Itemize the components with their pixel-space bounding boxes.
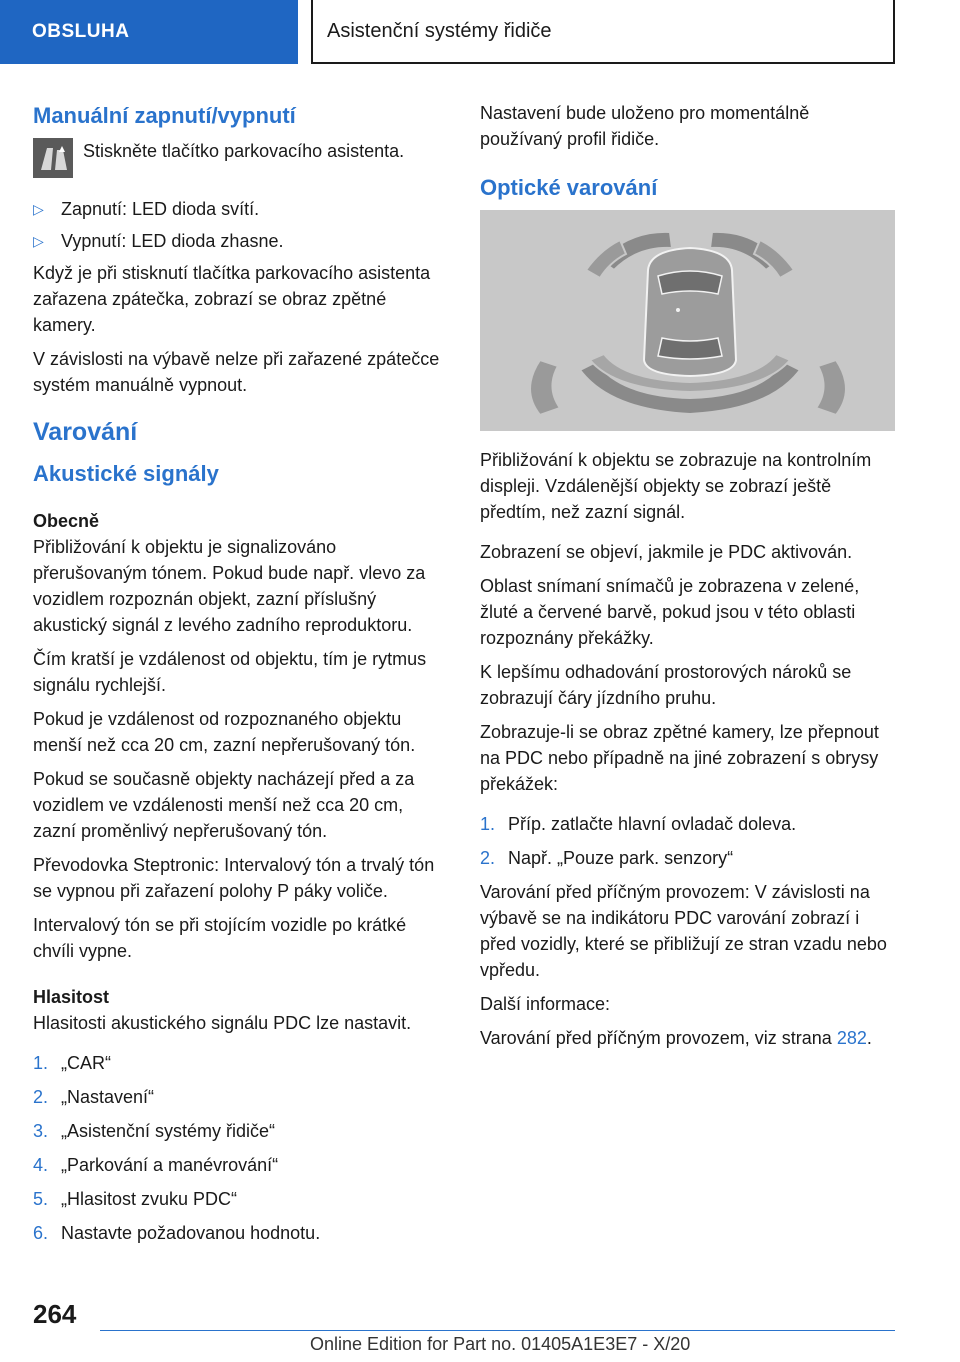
- paragraph: Zobrazení se objeví, jakmile je PDC aktivován.: [480, 542, 853, 562]
- triangle-bullet-icon: ▷: [33, 201, 44, 217]
- bullet-item: [33, 196, 448, 222]
- paragraph: Převodovka Steptronic: Intervalový tón a trvalý tón se vypnou při zařazení polohy P páky voliče.: [33, 855, 435, 901]
- list-item: [33, 1152, 448, 1178]
- list-item: [33, 1050, 448, 1076]
- paragraph: Pokud se současně objekty nacházejí před a za vozidlem ve vzdálenosti menší než cca 20 cm, zazní proměnlivý nepřerušovaný tón.: [33, 769, 415, 841]
- step-number: 6.: [33, 1223, 49, 1243]
- bullet-text: Zapnutí: LED dioda svítí.: [61, 199, 260, 219]
- heading-optical-warning: Optické varování: [480, 175, 658, 200]
- step-text: „CAR“: [61, 1053, 111, 1073]
- section-tab: OBSLUHA: [0, 0, 298, 64]
- step-text: Nastavte požadovanou hodnotu.: [61, 1223, 321, 1243]
- left-column: [33, 92, 448, 1254]
- button-instruction: [33, 138, 448, 178]
- step-text: „Hlasitost zvuku PDC“: [61, 1189, 238, 1209]
- right-column: [480, 100, 895, 1059]
- step-number: 4.: [33, 1155, 49, 1175]
- edition-info: Online Edition for Part no. 01405A1E3E7 - X/20: [310, 1334, 691, 1354]
- step-text: „Asistenční systémy řidiče“: [61, 1121, 276, 1141]
- paragraph: K lepšímu odhadování prostorových nároků se zobrazují čáry jízdního pruhu.: [480, 662, 852, 708]
- step-number: 1.: [33, 1053, 49, 1073]
- paragraph: Přibližování k objektu se zobrazuje na kontrolním displeji. Vzdálenější objekty se zobrazí ještě předtím, než zazní signál.: [480, 450, 872, 522]
- paragraph: Hlasitosti akustického signálu PDC lze nastavit.: [33, 1013, 412, 1033]
- page-number: 264: [33, 1299, 77, 1329]
- triangle-bullet-icon: ▷: [33, 233, 44, 249]
- paragraph: Pokud je vzdálenost od rozpoznaného objektu menší než cca 20 cm, zazní nepřerušovaný tón.: [33, 709, 416, 755]
- page-link-282[interactable]: 282: [836, 1028, 867, 1048]
- heading-acoustic-signals: Akustické signály: [33, 461, 219, 486]
- button-instruction-text: Stiskněte tlačítko parkovacího asistenta.: [83, 141, 405, 161]
- heading-manual-toggle: Manuální zapnutí/vypnutí: [33, 103, 296, 128]
- bullet-item: [33, 228, 448, 254]
- chapter-title: Asistenční systémy řidiče: [311, 0, 895, 64]
- step-text: „Nastavení“: [61, 1087, 155, 1107]
- list-item: [33, 1186, 448, 1212]
- list-item: [480, 811, 895, 837]
- pdc-display-illustration: [480, 210, 895, 431]
- subheading-volume: Hlasitost: [33, 987, 110, 1007]
- step-number: 5.: [33, 1189, 49, 1209]
- paragraph: Další informace:: [480, 994, 611, 1014]
- list-item: [480, 845, 895, 871]
- cross-reference-text: Varování před příčným provozem, viz strana: [480, 1028, 837, 1048]
- display-steps-list: [480, 811, 895, 871]
- paragraph: V závislosti na výbavě nelze při zařazené zpátečce systém manuálně vypnout.: [33, 349, 440, 395]
- step-number: 2.: [480, 848, 496, 868]
- paragraph: Zobrazuje-li se obraz zpětné kamery, lze přepnout na PDC nebo případně na jiné zobrazení s obrysy překážek:: [480, 722, 879, 794]
- footer-divider: [100, 1330, 895, 1331]
- paragraph: Oblast snímaní snímačů je zobrazena v zelené, žluté a červené barvě, pokud jsou v této oblasti rozpoznány překážky.: [480, 576, 860, 648]
- paragraph: Přibližování k objektu je signalizováno přerušovaným tónem. Pokud bude např. vlevo za vozidlem rozpoznán objekt, zazní příslušný akustický signál z levého zadního reproduktoru.: [33, 537, 426, 635]
- car-sensor-diagram: [480, 210, 895, 431]
- step-number: 2.: [33, 1087, 49, 1107]
- step-text: Příp. zatlačte hlavní ovladač doleva.: [508, 814, 797, 834]
- volume-steps-list: [33, 1050, 448, 1246]
- step-number: 1.: [480, 814, 496, 834]
- list-item: [33, 1220, 448, 1246]
- paragraph: Když je při stisknutí tlačítka parkovacího asistenta zařazena zpátečka, zobrazí se obraz zpětné kamery.: [33, 263, 431, 335]
- paragraph: Varování před příčným provozem: V závislosti na výbavě se na indikátoru PDC varování zobrazí i před vozidly, které se přibližují ze stran vzadu nebo vpředu.: [480, 882, 887, 980]
- cross-reference: [480, 1025, 895, 1051]
- subheading-general: Obecně: [33, 511, 100, 531]
- parking-assistant-icon: [33, 138, 73, 178]
- step-text: Např. „Pouze park. senzory“: [508, 848, 734, 868]
- step-number: 3.: [33, 1121, 49, 1141]
- paragraph: Intervalový tón se při stojícím vozidle po krátké chvíli vypne.: [33, 915, 407, 961]
- bullet-text: Vypnutí: LED dioda zhasne.: [61, 231, 284, 251]
- heading-warning: Varování: [33, 418, 138, 446]
- paragraph: Čím kratší je vzdálenost od objektu, tím je rytmus signálu rychlejší.: [33, 649, 427, 695]
- step-text: „Parkování a manévrování“: [61, 1155, 279, 1175]
- list-item: [33, 1084, 448, 1110]
- paragraph: Nastavení bude uloženo pro momentálně používaný profil řidiče.: [480, 103, 810, 149]
- cross-reference-suffix: .: [866, 1028, 872, 1048]
- list-item: [33, 1118, 448, 1144]
